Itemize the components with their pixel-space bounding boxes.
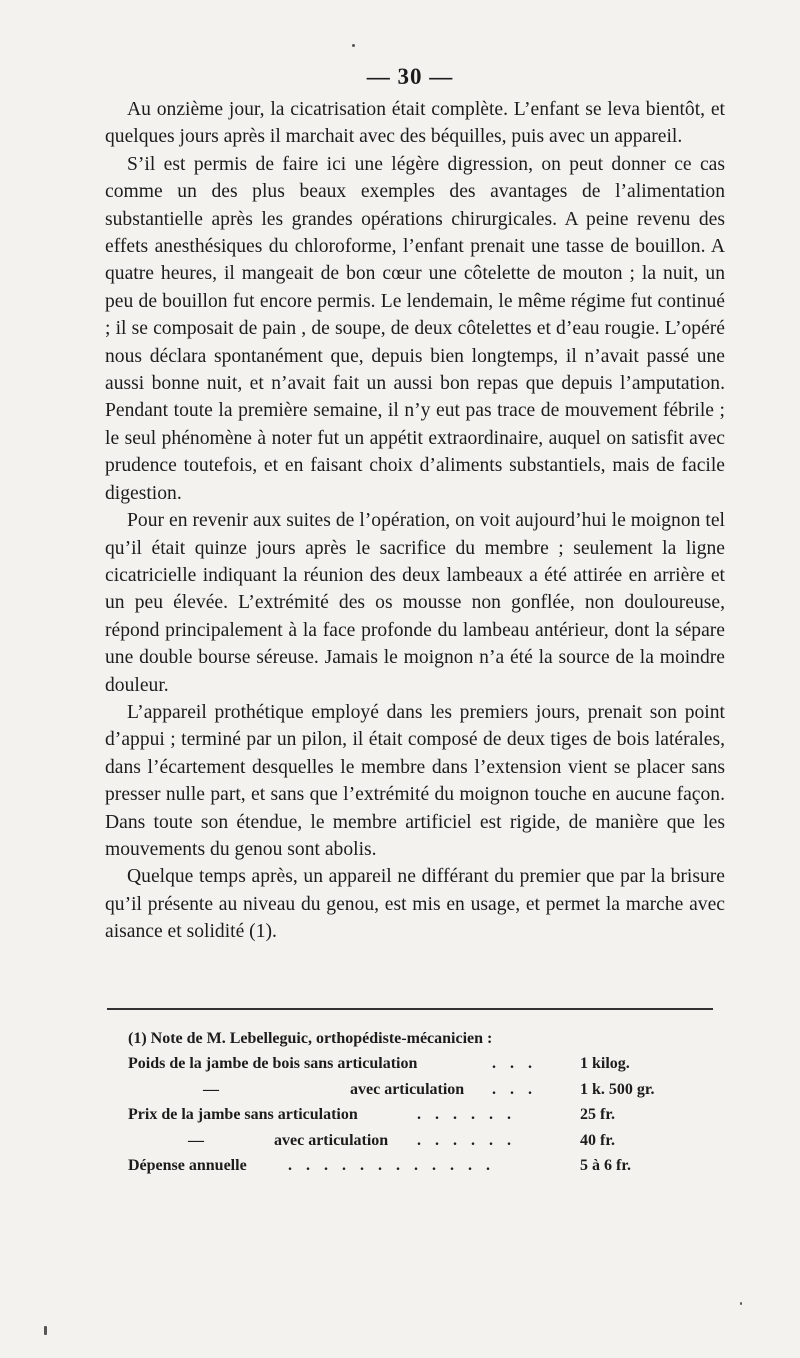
footnote [128, 1026, 708, 1178]
footnote-divider [107, 1008, 713, 1010]
footnote-row-label: Dépense annuelle [128, 1156, 247, 1174]
footnote-row [128, 1153, 708, 1178]
footnote-row-dots: . . . [492, 1055, 537, 1073]
scan-speck [352, 44, 355, 47]
footnote-row-label: — [203, 1080, 219, 1098]
footnote-row-value: 1 k. 500 gr. [580, 1080, 655, 1098]
scan-speck [44, 1326, 47, 1335]
footnote-row-value: 5 à 6 fr. [580, 1156, 631, 1174]
footnote-row-label: Prix de la jambe sans articulation [128, 1106, 358, 1124]
paragraph-4: L’appareil prothétique employé dans les premiers jours, prenait son point d’appui ; terminé par un pilon, il était composé de deux tiges de bois latérales, dans l’écartement desquelles le membre dans l’extension vient se placer sans presser nulle part, et sans que l’extrémité du moignon touche en aucune façon. Dans toute son étendue, le membre artificiel est rigide, de manière que les mouvements du genou sont abolis. [105, 701, 725, 860]
footnote-row [128, 1077, 708, 1102]
footnote-row [128, 1102, 708, 1127]
footnote-row-sublabel: avec articulation [274, 1131, 389, 1149]
body-text [105, 96, 725, 946]
footnote-row-sublabel: avec articulation [350, 1080, 465, 1098]
footnote-row-dots: . . . . . . . . . . . . [288, 1156, 495, 1174]
paragraph-2: S’il est permis de faire ici une légère digression, on peut donner ce cas comme un des plus beaux exemples des avantages de l’alimentation substantielle après les grandes opérations chirurgicales. A peine revenu des effets anesthésiques du chloroforme, l’enfant prenait une tasse de bouillon. A quatre heures, il mangeait de bon cœur une côtelette de mouton ; la nuit, un peu de bouillon fut encore permis. Le lendemain, le même régime fut continué ; il se composait de pain , de soupe, de deux côtelettes et d’eau rougie. L’opéré nous déclara spontanément que, depuis bien longtemps, il n’avait passé une aussi bonne nuit, et n’avait fait un aussi bon repas que depuis l’amputation. Pendant toute la première semaine, il n’y eut pas trace de mouvement fébrile ; le seul phénomène à noter fut un appétit extraordinaire, auquel on satisfit avec prudence toutefois, et en faisant choix d’aliments substantiels, mais de facile digestion. [105, 153, 725, 504]
footnote-row-value: 40 fr. [580, 1131, 615, 1149]
paragraph-1: Au onzième jour, la cicatrisation était complète. L’enfant se leva bientôt, et quelques jours après il marchait avec des béquilles, puis avec un appareil. [105, 99, 725, 148]
footnote-row-label: Poids de la jambe de bois sans articulation [128, 1055, 418, 1073]
page-number: — 30 — [366, 64, 454, 89]
paragraph-3: Pour en revenir aux suites de l’opération, on voit aujourd’hui le moignon tel qu’il était quinze jours après le sacrifice du membre ; seulement la ligne cicatricielle indiquant la réunion des deux lambeaux a été attirée en arrière et un peu élevée. L’extrémité des os mousse non gonflée, non douloureuse, répond principalement à la face profonde du lambeau antérieur, dont la sépare une double bourse séreuse. Jamais le moignon n’a été la source de la moindre douleur. [105, 510, 725, 696]
footnote-note: (1) Note de M. Lebelleguic, orthopédiste-mécanicien : [128, 1030, 493, 1047]
scan-speck [740, 1302, 742, 1305]
footnote-row-dots: . . . [492, 1080, 537, 1098]
footnote-row-value: 1 kilog. [580, 1055, 630, 1073]
footnote-row-value: 25 fr. [580, 1106, 615, 1124]
footnote-row-dots: . . . . . . [417, 1131, 516, 1149]
footnote-row-label: — [188, 1131, 204, 1149]
footnote-row [128, 1051, 708, 1076]
footnote-row-dots: . . . . . . [417, 1106, 516, 1124]
footnote-row [128, 1128, 708, 1153]
paragraph-5: Quelque temps après, un appareil ne différant du premier que par la brisure qu’il présente au niveau du genou, est mis en usage, et permet la marche avec aisance et solidité (1). [105, 866, 725, 943]
